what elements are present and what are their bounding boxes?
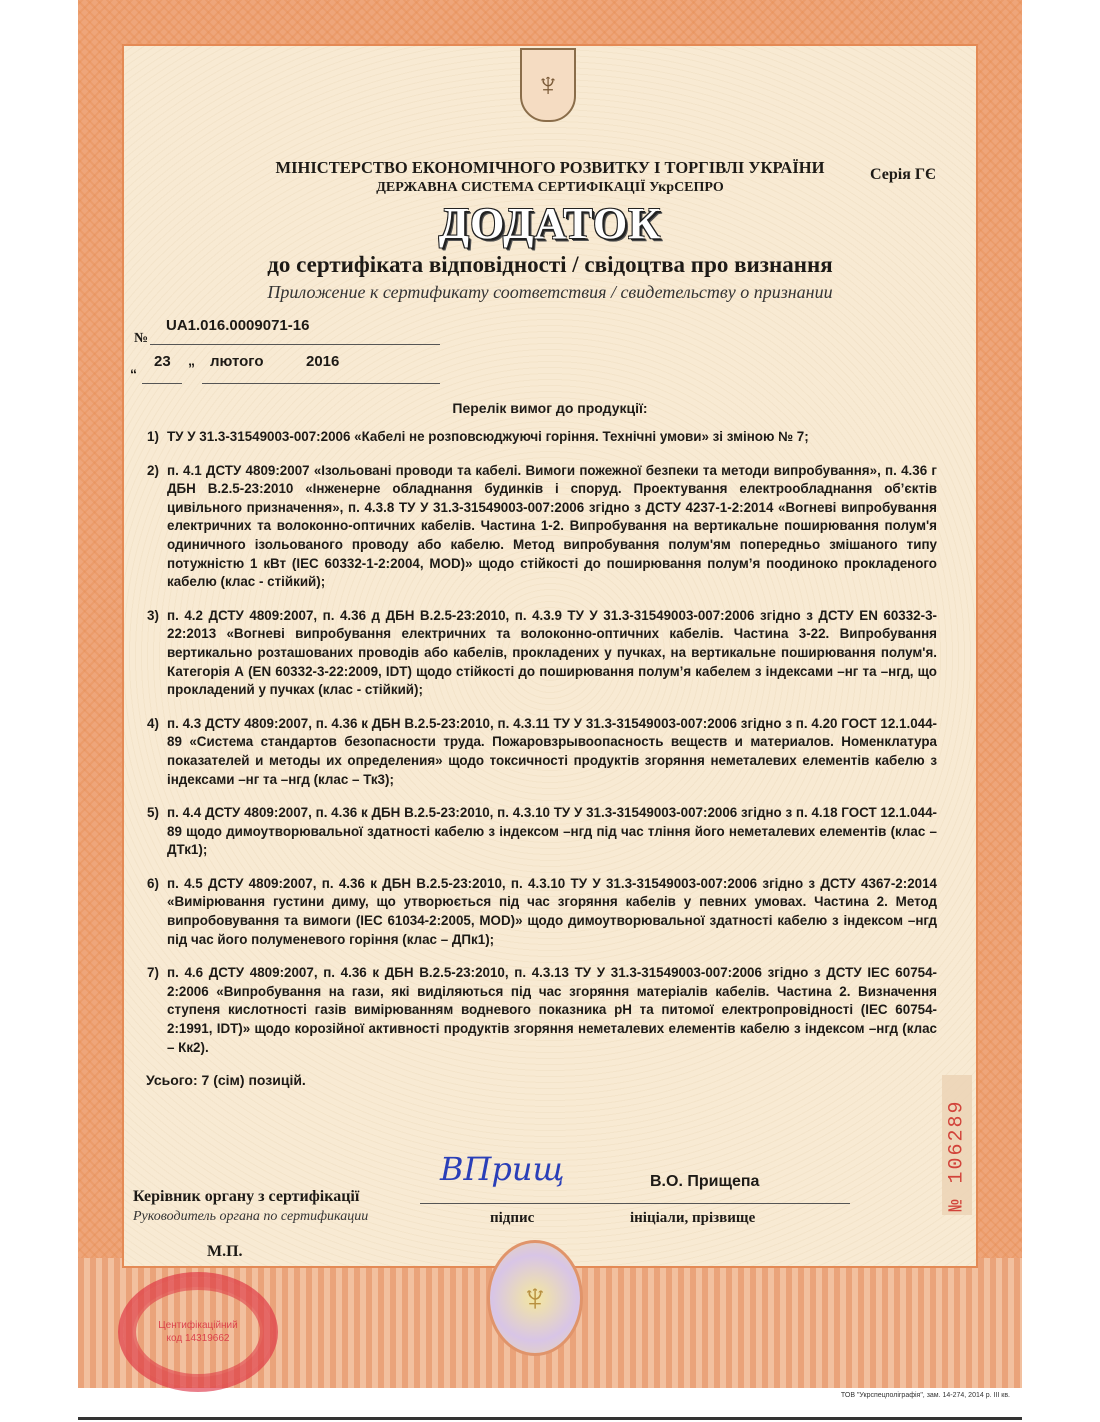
- list-item: [147, 964, 937, 1057]
- item-number: 6): [147, 875, 159, 891]
- list-item: [147, 462, 937, 592]
- printer-imprint: ТОВ "Укрспецполіграфія", зам. 14-274, 2014 р. III кв.: [840, 1392, 1010, 1399]
- item-number: 5): [147, 805, 159, 821]
- item-text: п. 4.3 ДСТУ 4809:2007, п. 4.36 к ДБН В.2.5-23:2010, п. 4.3.11 ТУ У 31.3-31549003-007:2006 згідно з п. 4.20 ГОСТ 12.1.044-89 «Система стандартов безопасности труда. Пожаровзрывоопасность веществ и материалов. Номенклатура показателей и методы их определения» щодо токсичності продуктів згоряння неметалевих елементів кабелю з індексами –нг та –нгд (клас – Тк3);: [167, 715, 937, 787]
- list-item: [147, 875, 937, 949]
- item-text: п. 4.6 ДСТУ 4809:2007, п. 4.36 к ДБН В.2.5-23:2010, п. 4.3.13 ТУ У 31.3-31549003-007:2006 згідно з ДСТУ IEC 60754-2:2006 «Випробування на гази, які виділяються під час згоряння матеріалів кабелів. Частина 2. Визначення ступеня кислотності газів вимірюванням водневого показника pH та питомої електропровідності (IEC 60754-2:1991, IDT)» щодо корозійної активності продуктів згоряння неметалевих елементів кабелю з індексом –нгд (клас – Кк2).: [167, 965, 937, 1055]
- number-underline: [150, 344, 440, 345]
- signature-line: [420, 1203, 850, 1204]
- item-number: 2): [147, 462, 159, 478]
- initials-label: ініціали, прізвище: [630, 1210, 756, 1226]
- hologram-trident-icon: ♆: [487, 1240, 583, 1356]
- head-title-ua: Керівник органу з сертифікації: [133, 1188, 360, 1205]
- item-text: п. 4.5 ДСТУ 4809:2007, п. 4.36 к ДБН В.2.5-23:2010, п. 4.3.10 ТУ У 31.3-31549003-007:2006 згідно з ДСТУ 4367-2:2014 «Вимірювання густини диму, що утворюється під час згоряння кабелів у певних умовах. Частина 2. Метод випробовування та вимоги (IEC 61034-2:2005, MOD)» щодо димоутворювальної здатності кабелю з індексом –нгд під час його полуменевого горіння (клас – ДПк1);: [167, 875, 937, 947]
- requirements-list: [147, 428, 937, 1088]
- quote-open: “: [130, 366, 137, 382]
- total-positions: Усього: 7 (сім) позицій.: [146, 1072, 306, 1089]
- ministry-name: МІНІСТЕРСТВО ЕКОНОМІЧНОГО РОЗВИТКУ І ТОРГІВЛІ УКРАЇНИ: [275, 158, 825, 177]
- head-title-ru: Руководитель органа по сертификации: [133, 1209, 369, 1224]
- requirements-title: Перелік вимог до продукції:: [452, 400, 648, 416]
- certificate-number: UA1.016.0009071-16: [166, 317, 310, 334]
- signer-name: В.О. Прищепа: [650, 1173, 760, 1190]
- date-underline: [202, 383, 440, 384]
- subtitle-ru: Приложение к сертификату соответствия / свидетельству о признании: [267, 282, 833, 302]
- number-label: №: [134, 331, 149, 346]
- date-year: 2016: [306, 353, 340, 370]
- subtitle-ua: до сертифіката відповідності / свідоцтва про визнання: [267, 252, 833, 277]
- certification-system: ДЕРЖАВНА СИСТЕМА СЕРТИФІКАЦІЇ УкрСЕПРО: [376, 180, 724, 195]
- day-underline: [142, 383, 182, 384]
- page-edge: [78, 1417, 1022, 1420]
- document-title: ДОДАТОК: [438, 199, 662, 248]
- item-number: 7): [147, 965, 159, 981]
- list-item: [147, 804, 937, 860]
- date-month: лютого: [210, 353, 264, 370]
- item-text: п. 4.1 ДСТУ 4809:2007 «Ізольовані проводи та кабелі. Вимоги пожежної безпеки та методи випробування», п. 4.36 г ДБН В.2.5-23:2010 «Інженерне обладнання будинків і споруд. Проектування електрообладнання об’єктів цивільного призначення», п. 4.3.8 ТУ У 31.3-31549003-007:2006 згідно з ДСТУ 4237-1-2:2014 «Вогневі випробування електричних та волоконно-оптичних кабелів. Частина 1-2. Випробування на вертикальне поширювання полум'я одиничного ізольованого проводу або кабелю. Метод випробування полум'ям попередньо змішаного типу потужністю 1 кВт (IEC 60332-1-2:2004, MOD)» щодо стійкості до поширювання полум’я поодиноко прокладеного кабелю (клас - стійкий);: [167, 462, 937, 590]
- list-item: [147, 607, 937, 700]
- seal-text: Центифікаційний: [158, 1320, 238, 1331]
- official-seal: [118, 1272, 278, 1392]
- item-number: 3): [147, 607, 159, 623]
- serial-number: № 106289: [945, 1099, 969, 1212]
- item-number: 4): [147, 715, 159, 731]
- coat-of-arms-icon: ♆: [520, 48, 576, 122]
- date-day: 23: [154, 353, 171, 370]
- seal-code: код 14319662: [166, 1333, 230, 1344]
- handwritten-signature: ВПрищ: [440, 1150, 565, 1188]
- series: Серія ГЄ: [870, 166, 936, 183]
- seal-place: М.П.: [207, 1243, 243, 1260]
- item-text: п. 4.4 ДСТУ 4809:2007, п. 4.36 к ДБН В.2.5-23:2010, п. 4.3.10 ТУ У 31.3-31549003-007:2006 згідно з п. 4.18 ГОСТ 12.1.044-89 щодо димоутворювальної здатності кабелю з індексом –нгд під час тління його неметалевих елементів (клас – ДТк1);: [167, 805, 937, 858]
- item-text: п. 4.2 ДСТУ 4809:2007, п. 4.36 д ДБН В.2.5-23:2010, п. 4.3.9 ТУ У 31.3-31549003-007:2006 згідно з ДСТУ EN 60332-3-22:2013 «Вогневі випробування електричних та волоконно-оптичних кабелів. Частина 3-22. Випробування вертикально розташованих проводів або кабелів, прокладених у пучках, на вертикальне поширювання полум'я. Категорія А (EN 60332-3-22:2009, IDT) щодо стійкості до поширювання полум’я кабелем з індексами –нг та –нгд, що прокладений у пучках (клас - стійкий);: [167, 607, 937, 698]
- quote-close: ”: [188, 360, 195, 376]
- list-item: [147, 715, 937, 789]
- item-number: 1): [147, 429, 159, 444]
- serial-number-strip: [942, 1075, 972, 1215]
- signature-label: підпис: [490, 1210, 535, 1226]
- item-text: ТУ У 31.3-31549003-007:2006 «Кабелі не розповсюджуючі горіння. Технічні умови» зі зміною № 7;: [167, 429, 809, 444]
- list-item: [147, 428, 937, 447]
